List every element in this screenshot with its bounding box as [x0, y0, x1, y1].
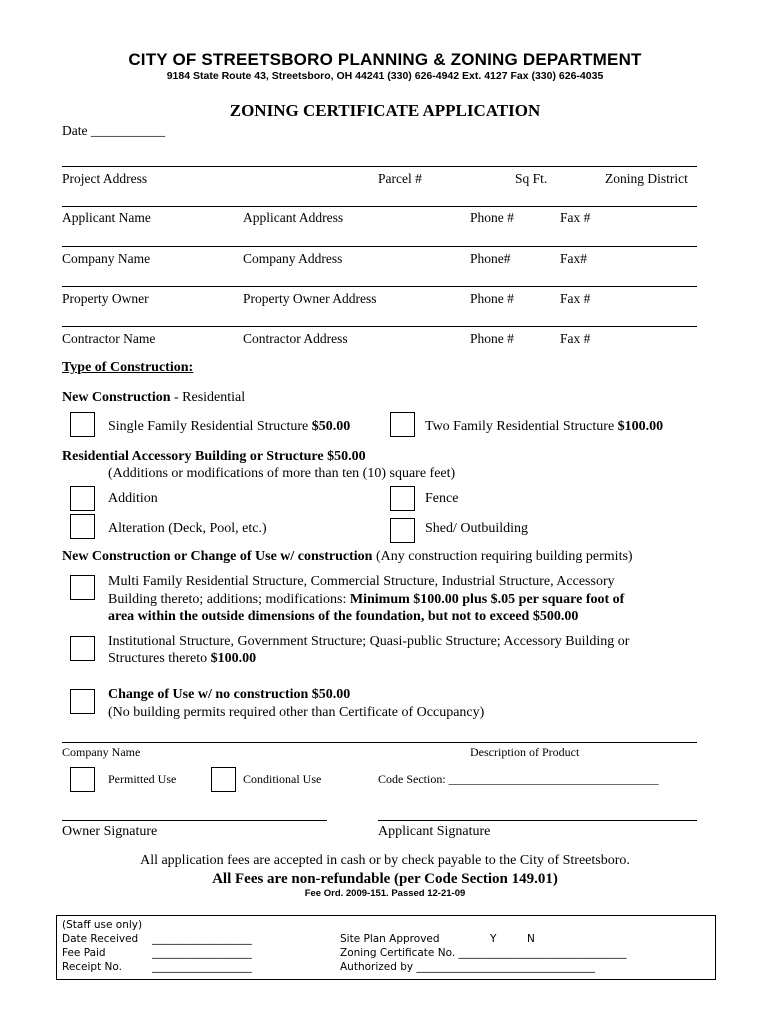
conditional-use-label: Conditional Use: [243, 772, 322, 786]
site-plan-yes[interactable]: Y: [490, 933, 497, 945]
company-fax-field[interactable]: Fax#: [560, 251, 587, 266]
date-received-label: Date Received: [62, 933, 139, 945]
contractor-fax-field[interactable]: Fax #: [560, 331, 591, 346]
institutional-checkbox[interactable]: [70, 636, 95, 661]
change-of-use-no-construction-checkbox[interactable]: [70, 689, 95, 714]
multi-family-checkbox[interactable]: [70, 575, 95, 600]
property-owner-field[interactable]: Property Owner: [62, 291, 149, 306]
code-section-field[interactable]: Code Section: ___________________________________: [378, 772, 659, 786]
new-construction-rest: - Residential: [170, 390, 246, 405]
change-of-use-rest: (Any construction requiring building permits): [372, 549, 633, 564]
fence-label: Fence: [425, 491, 459, 506]
form-title: ZONING CERTIFICATE APPLICATION: [229, 101, 541, 120]
company-phone-field[interactable]: Phone#: [470, 251, 511, 266]
authorized-by-field[interactable]: Authorized by __________________________________: [340, 961, 595, 973]
two-family-label: [425, 419, 663, 435]
project-address-field[interactable]: Project Address: [62, 171, 148, 186]
addition-checkbox[interactable]: [70, 486, 95, 511]
applicant-fax-field[interactable]: Fax #: [560, 210, 591, 225]
applicant-signature-label: Applicant Signature: [378, 824, 491, 839]
multi-family-line-2: [108, 592, 624, 608]
new-construction-residential-heading: [62, 390, 245, 406]
change-of-use-heading: [62, 549, 633, 565]
single-family-fee: $50.00: [311, 419, 351, 434]
multi-family-line-1: Multi Family Residential Structure, Commercial Structure, Industrial Structure, Accessory: [108, 574, 615, 589]
divider: [62, 742, 697, 743]
zoning-district-field[interactable]: Zoning District: [605, 171, 688, 186]
date-field[interactable]: Date ___________: [62, 123, 166, 138]
accessory-note: (Additions or modifications of more than ten (10) square feet): [108, 466, 456, 481]
two-family-text: Two Family Residential Structure: [425, 419, 618, 434]
department-heading: CITY OF STREETSBORO PLANNING & ZONING DEPARTMENT: [128, 50, 642, 69]
permitted-use-label: Permitted Use: [108, 772, 177, 786]
change-of-use-bold: New Construction or Change of Use w/ construction: [62, 549, 373, 564]
non-refundable-note: All Fees are non-refundable (per Code Section 149.01): [212, 871, 558, 887]
company-name-field[interactable]: Company Name: [62, 251, 151, 266]
owner-signature-label: Owner Signature: [62, 824, 158, 839]
fee-ordinance: Fee Ord. 2009-151. Passed 12-21-09: [304, 888, 466, 899]
institutional-fee: $100.00: [210, 651, 257, 666]
permitted-use-checkbox[interactable]: [70, 767, 95, 792]
applicant-phone-field[interactable]: Phone #: [470, 210, 514, 225]
property-owner-address-field[interactable]: Property Owner Address: [243, 291, 377, 306]
institutional-line-1: Institutional Structure, Government Structure; Quasi-public Structure; Accessory Building or: [108, 634, 630, 649]
applicant-signature-line[interactable]: [378, 820, 697, 821]
applicant-name-field[interactable]: Applicant Name: [62, 210, 151, 225]
single-family-label: [108, 419, 350, 435]
company-address-field[interactable]: Company Address: [243, 251, 343, 266]
zoning-certificate-no-field[interactable]: Zoning Certificate No. ________________________________: [340, 947, 627, 959]
addition-label: Addition: [108, 491, 158, 506]
receipt-no-field[interactable]: ___________________: [152, 961, 252, 973]
divider: [62, 246, 697, 247]
receipt-no-label: Receipt No.: [62, 961, 122, 973]
two-family-checkbox[interactable]: [390, 412, 415, 437]
owner-fax-field[interactable]: Fax #: [560, 291, 591, 306]
company-name-lower-field[interactable]: Company Name: [62, 745, 141, 759]
owner-phone-field[interactable]: Phone #: [470, 291, 514, 306]
accessory-heading: Residential Accessory Building or Structure $50.00: [62, 449, 366, 464]
shed-label: Shed/ Outbuilding: [425, 521, 529, 536]
applicant-address-field[interactable]: Applicant Address: [243, 210, 344, 225]
fee-paid-label: Fee Paid: [62, 947, 106, 959]
institutional-line-2: [108, 651, 256, 667]
no-construction-heading: Change of Use w/ no construction $50.00: [108, 687, 351, 702]
no-construction-note: (No building permits required other than Certificate of Occupancy): [108, 705, 485, 720]
single-family-checkbox[interactable]: [70, 412, 95, 437]
site-plan-approved-label: Site Plan Approved: [340, 933, 440, 945]
sqft-field[interactable]: Sq Ft.: [515, 171, 548, 186]
staff-use-title: (Staff use only): [62, 919, 143, 931]
new-construction-bold: New Construction: [62, 390, 171, 405]
fee-paid-field[interactable]: ___________________: [152, 947, 252, 959]
divider: [62, 326, 697, 327]
single-family-text: Single Family Residential Structure: [108, 419, 312, 434]
alteration-checkbox[interactable]: [70, 514, 95, 539]
multi-family-line-2-plain: Building thereto; additions; modifications:: [108, 592, 350, 607]
contractor-phone-field[interactable]: Phone #: [470, 331, 514, 346]
description-of-product-field[interactable]: Description of Product: [470, 745, 580, 759]
construction-heading: Type of Construction:: [62, 360, 194, 375]
divider: [62, 286, 697, 287]
fees-note: All application fees are accepted in cash or by check payable to the City of Streetsboro.: [140, 853, 630, 868]
shed-checkbox[interactable]: [390, 518, 415, 543]
multi-family-line-3: area within the outside dimensions of the foundation, but not to exceed $500.00: [108, 609, 579, 624]
parcel-field[interactable]: Parcel #: [378, 171, 422, 186]
department-contact: 9184 State Route 43, Streetsboro, OH 44241 (330) 626-4942 Ext. 4127 Fax (330) 626-4035: [166, 70, 604, 82]
divider: [62, 166, 697, 167]
multi-family-line-2-bold: Minimum $100.00 plus $.05 per square foot of: [349, 592, 625, 607]
two-family-fee: $100.00: [617, 419, 664, 434]
contractor-name-field[interactable]: Contractor Name: [62, 331, 156, 346]
site-plan-no[interactable]: N: [527, 933, 535, 945]
fence-checkbox[interactable]: [390, 486, 415, 511]
institutional-line-2-plain: Structures thereto: [108, 651, 211, 666]
conditional-use-checkbox[interactable]: [211, 767, 236, 792]
date-received-field[interactable]: ___________________: [152, 933, 252, 945]
alteration-label: Alteration (Deck, Pool, etc.): [108, 521, 267, 536]
owner-signature-line[interactable]: [62, 820, 327, 821]
contractor-address-field[interactable]: Contractor Address: [243, 331, 348, 346]
divider: [62, 206, 697, 207]
